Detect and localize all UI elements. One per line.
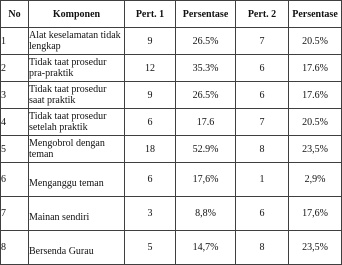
table-row (1, 28, 342, 55)
table-header-row (1, 1, 342, 28)
component-name: Mainan sendiri (29, 197, 125, 231)
persentase-2-value: 23,5% (289, 231, 342, 265)
persentase-2-value: 20.5% (289, 28, 342, 55)
persentase-1-value: 26.5% (176, 28, 236, 55)
pert-1-value: 6 (125, 109, 176, 136)
table-row (1, 82, 342, 109)
header-komponen: Komponen (29, 1, 125, 28)
persentase-2-value: 20.5% (289, 109, 342, 136)
pert-1-value: 9 (125, 82, 176, 109)
pert-1-value: 18 (125, 136, 176, 163)
persentase-1-value: 35.3% (176, 55, 236, 82)
row-number: 6 (1, 163, 29, 197)
pert-2-value: 7 (236, 28, 289, 55)
pert-2-value: 6 (236, 82, 289, 109)
pert-1-value: 5 (125, 231, 176, 265)
row-number: 4 (1, 109, 29, 136)
persentase-2-value: 17,6% (289, 197, 342, 231)
table-row (1, 109, 342, 136)
persentase-1-value: 52.9% (176, 136, 236, 163)
pert-2-value: 8 (236, 231, 289, 265)
component-name: Mengobrol dengan teman (29, 136, 125, 163)
pert-2-value: 7 (236, 109, 289, 136)
pert-2-value: 8 (236, 136, 289, 163)
component-name: Alat keselamatan tidak lengkap (29, 28, 125, 55)
pert-2-value: 6 (236, 55, 289, 82)
pert-2-value: 1 (236, 163, 289, 197)
row-number: 3 (1, 82, 29, 109)
pert-1-value: 12 (125, 55, 176, 82)
persentase-1-value: 26.5% (176, 82, 236, 109)
header-no: No (1, 1, 29, 28)
row-number: 2 (1, 55, 29, 82)
table-row (1, 197, 342, 231)
persentase-2-value: 17.6% (289, 82, 342, 109)
persentase-2-value: 2,9% (289, 163, 342, 197)
row-number: 7 (1, 197, 29, 231)
persentase-2-value: 17.6% (289, 55, 342, 82)
component-name: Tidak taat prosedur setelah praktik (29, 109, 125, 136)
row-number: 1 (1, 28, 29, 55)
row-number: 5 (1, 136, 29, 163)
component-name: Tidak taat prosedur pra-praktik (29, 55, 125, 82)
component-name: Menganggu teman (29, 163, 125, 197)
pert-1-value: 6 (125, 163, 176, 197)
table-row (1, 136, 342, 163)
table-row (1, 231, 342, 265)
pert-2-value: 6 (236, 197, 289, 231)
header-persentase-2: Persentase (289, 1, 342, 28)
pert-1-value: 9 (125, 28, 176, 55)
table-row (1, 55, 342, 82)
component-name: Bersenda Gurau (29, 231, 125, 265)
persentase-1-value: 14,7% (176, 231, 236, 265)
row-number: 8 (1, 231, 29, 265)
table-row (1, 163, 342, 197)
header-persentase-1: Persentase (176, 1, 236, 28)
pert-1-value: 3 (125, 197, 176, 231)
header-pert-2: Pert. 2 (236, 1, 289, 28)
header-pert-1: Pert. 1 (125, 1, 176, 28)
persentase-2-value: 23,5% (289, 136, 342, 163)
persentase-1-value: 17.6 (176, 109, 236, 136)
persentase-1-value: 8,8% (176, 197, 236, 231)
component-name: Tidak taat prosedur saat praktik (29, 82, 125, 109)
persentase-1-value: 17,6% (176, 163, 236, 197)
